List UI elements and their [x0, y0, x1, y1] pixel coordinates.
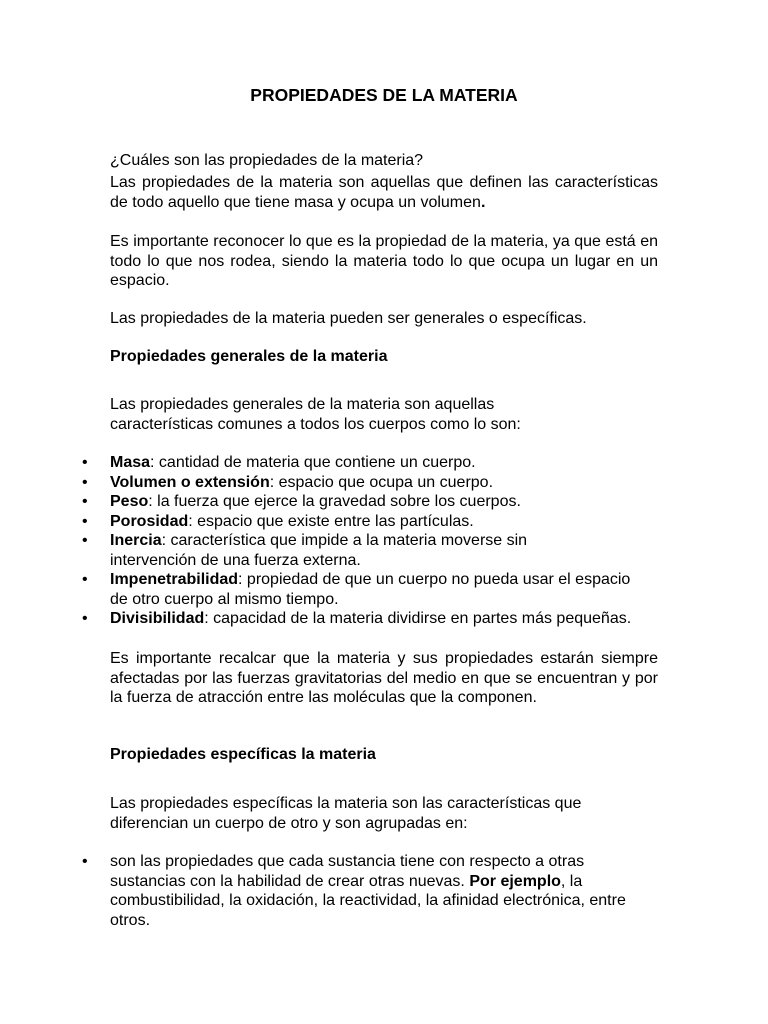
property-description: : capacidad de la materia dividirse en partes más pequeñas.: [204, 610, 632, 627]
general-intro: Las propiedades generales de la materia son aquellas características comunes a todos los cuerpos como lo son:: [110, 396, 521, 433]
bullet-icon: •: [82, 853, 88, 870]
bullet-icon: •: [82, 610, 88, 627]
property-term: Masa: [110, 454, 151, 471]
list-item: [80, 570, 658, 609]
bullet-icon: •: [82, 454, 88, 471]
list-item: [80, 512, 658, 532]
bullet-icon: •: [82, 532, 88, 549]
property-description: : característica que impide a la materia moverse sin intervención de una fuerza externa.: [110, 532, 528, 569]
property-description: : cantidad de materia que contiene un cuerpo.: [150, 454, 476, 471]
property-term: Peso: [110, 493, 149, 510]
types-paragraph: Las propiedades de la materia pueden ser generales o específicas.: [110, 310, 587, 327]
list-item: [80, 492, 658, 512]
intro-paragraph-text: Las propiedades de la materia son aquellas que definen las características de todo aquello que tiene masa y ocupa un volumen: [110, 174, 658, 211]
specific-item-examples: , la combustibilidad, la oxidación, la reactividad, la afinidad electrónica, entre otros.: [110, 872, 626, 929]
example-label: Por ejemplo: [469, 872, 561, 890]
document-title: PROPIEDADES DE LA MATERIA: [250, 85, 518, 105]
property-description: : espacio que existe entre las partículas.: [188, 512, 474, 530]
property-term: Divisibilidad: [110, 610, 205, 627]
property-term: Inercia: [110, 532, 162, 549]
bullet-icon: •: [82, 571, 88, 588]
list-item: [80, 531, 658, 570]
question-heading: ¿Cuáles son las propiedades de la materia?: [110, 152, 424, 169]
general-heading: Propiedades generales de la materia: [110, 348, 388, 365]
specific-intro: Las propiedades específicas la materia son las características que diferencian un cuerpo de otro y son agrupadas en:: [110, 795, 582, 832]
list-item: [80, 473, 658, 493]
specific-heading: Propiedades específicas la materia: [110, 746, 376, 763]
specific-item-text: son las propiedades que cada sustancia tiene con respecto a otras sustancias con la habilidad de crear otras nuevas.: [110, 853, 585, 890]
gravity-note: Es importante recalcar que la materia y sus propiedades estarán siempre afectadas por las fuerzas gravitatorias del medio en que se encuentran y por la fuerza de atracción entre las moléculas que la componen.: [110, 650, 658, 706]
bullet-icon: •: [82, 473, 88, 491]
property-description: : la fuerza que ejerce la gravedad sobre los cuerpos.: [148, 493, 521, 510]
intro-paragraph-period: .: [480, 193, 486, 211]
intro-paragraph: [110, 173, 658, 212]
property-description: : espacio que ocupa un cuerpo.: [269, 473, 494, 491]
property-term: Impenetrabilidad: [110, 571, 239, 588]
bullet-icon: •: [82, 493, 88, 510]
list-item: [80, 609, 658, 629]
list-item: [80, 852, 658, 930]
property-description: : propiedad de que un cuerpo no pueda usar el espacio de otro cuerpo al mismo tiempo.: [110, 571, 631, 608]
importance-paragraph: Es importante reconocer lo que es la propiedad de la materia, ya que está en todo lo que nos rodea, siendo la materia todo lo que ocupa un lugar en un espacio.: [110, 233, 658, 289]
property-term: Porosidad: [110, 512, 189, 530]
list-item: [80, 453, 658, 473]
bullet-icon: •: [82, 512, 88, 530]
specific-properties-list: [80, 852, 658, 930]
general-properties-list: [80, 453, 658, 629]
property-term: Volumen o extensión: [110, 473, 270, 491]
